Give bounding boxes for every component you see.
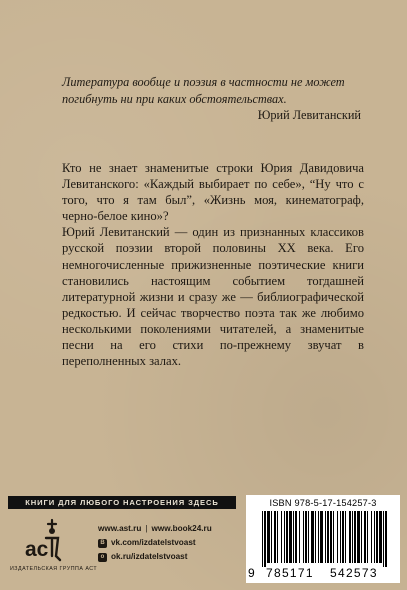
barcode-bar: [318, 511, 319, 563]
publisher-links: [98, 522, 212, 564]
barcode-bar: [342, 511, 344, 563]
barcode-bar: [361, 511, 362, 563]
epigraph-quote: Литература вообще и поэзия в частности не может погибнуть ни при каких обстоятельствах.: [62, 75, 345, 107]
barcode-bar: [345, 511, 346, 563]
barcode-digits-left: 785171: [266, 566, 314, 580]
barcode-bar: [262, 511, 263, 567]
barcode-bar: [352, 511, 353, 563]
publisher-logo: [10, 516, 98, 586]
ok-link[interactable]: ok.ru/izdatelstvoast: [111, 552, 188, 561]
barcode-bar: [286, 511, 288, 563]
barcode-bar: [385, 511, 387, 567]
epigraph-author: Юрий Левитанский: [257, 108, 361, 122]
barcode-bar: [284, 511, 285, 563]
barcode-digits: [246, 566, 400, 581]
website-row: [98, 522, 212, 536]
barcode-bar: [330, 511, 332, 563]
barcode-bar: [333, 511, 334, 563]
ok-row: [98, 550, 212, 564]
barcode-bar: [277, 511, 278, 563]
website-link-ast[interactable]: www.ast.ru: [98, 524, 142, 533]
barcode-bar: [367, 511, 368, 563]
barcode-bar: [357, 511, 360, 563]
barcode-bar: [354, 511, 356, 563]
barcode-bar: [320, 511, 323, 563]
isbn-barcode-block: [246, 495, 400, 583]
barcode-bar: [311, 511, 314, 563]
links-separator: |: [145, 524, 148, 533]
description-paragraph-1: Кто не знает знаменитые строки Юрия Давидовича Левитанского: «Каждый выбирает по себе», “Ну что с того, что я там был”, «Жизнь моя, кинематограф, черно-белое кино»?: [62, 161, 364, 224]
barcode-bar: [383, 511, 384, 567]
barcode-digits-right: 542573: [330, 566, 378, 580]
barcode-bar: [315, 511, 316, 563]
barcode-bar: [289, 511, 292, 563]
barcode-bar: [267, 511, 270, 563]
barcode-bar: [327, 511, 329, 563]
barcode-bar: [325, 511, 326, 563]
barcode-bar: [308, 511, 309, 563]
barcode-digit-first: 9: [248, 566, 255, 580]
barcode-bar: [264, 511, 266, 567]
publisher-name: ИЗДАТЕЛЬСКАЯ ГРУППА АСТ: [10, 566, 98, 572]
barcode-bar: [295, 511, 297, 563]
book-description: [62, 160, 364, 369]
ok-icon: o: [98, 553, 107, 562]
barcode-bar: [364, 511, 366, 563]
barcode-bar: [349, 511, 351, 563]
barcode-bar: [376, 511, 378, 563]
barcode-graphic: [252, 511, 394, 567]
barcode-bar: [303, 511, 304, 563]
barcode-bar: [274, 511, 276, 563]
barcode-bar: [271, 511, 272, 563]
slogan-bar: КНИГИ ДЛЯ ЛЮБОГО НАСТРОЕНИЯ ЗДЕСЬ: [8, 496, 236, 509]
barcode-bar: [281, 511, 282, 563]
barcode-bar: [305, 511, 307, 563]
website-link-book24[interactable]: www.book24.ru: [151, 524, 212, 533]
ast-logo-icon: [22, 516, 78, 564]
barcode-bar: [374, 511, 375, 563]
barcode-bar: [340, 511, 341, 563]
vk-icon: B: [98, 539, 107, 548]
barcode-bar: [379, 511, 382, 563]
vk-row: [98, 536, 212, 550]
isbn-number: ISBN 978-5-17-154257-3: [269, 498, 377, 508]
logo-text: ac: [25, 538, 49, 561]
description-paragraph-2: Юрий Левитанский — один из признанных классиков русской поэзии второй половины XX века. Его немногочисленные прижизненные поэтические книги становились настоящим событием тогдашней литературной жизни и сразу же — библиографической редкостью. И сейчас творчество поэта так же любимо несколькими поколениями читателей, а знаменитые песни на его стихи по-прежнему звучат в переполненных залах.: [62, 225, 364, 369]
barcode-bar: [299, 511, 300, 563]
barcode-bar: [337, 511, 338, 563]
vk-link[interactable]: vk.com/izdatelstvoast: [111, 538, 196, 547]
barcode-bar: [371, 511, 372, 563]
barcode-bar: [293, 511, 294, 563]
